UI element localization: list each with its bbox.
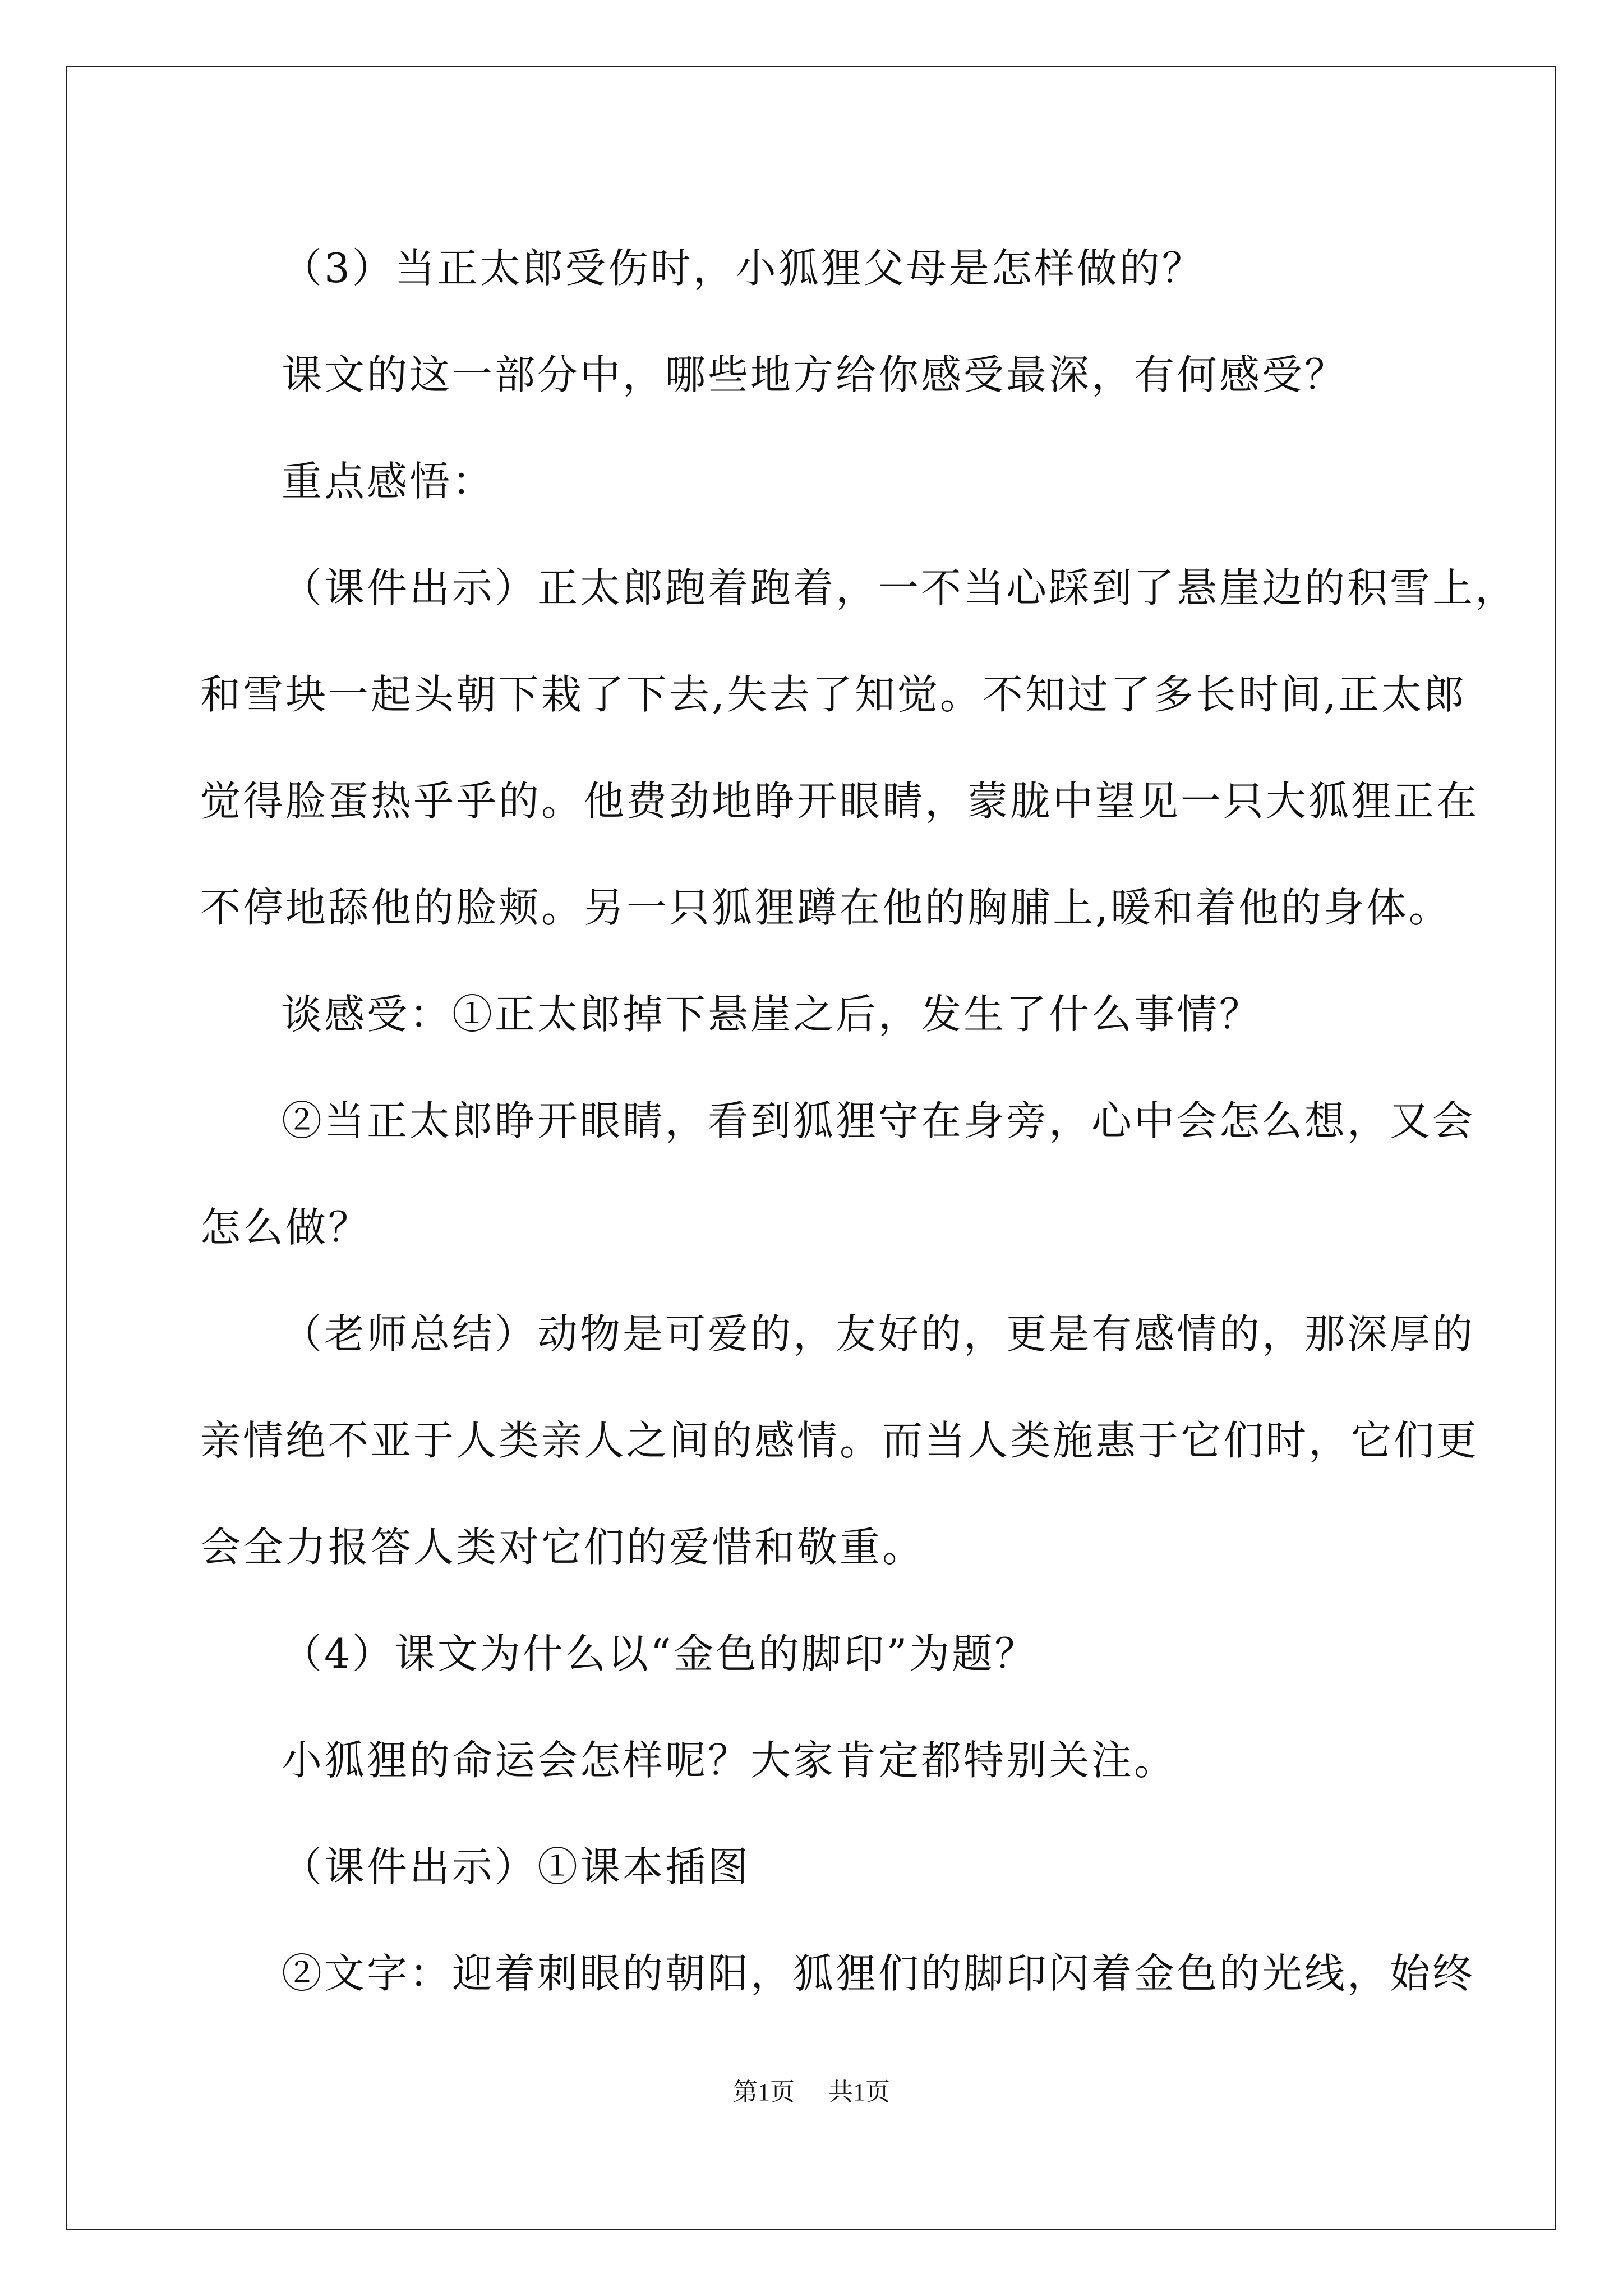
- paragraph: [200, 1707, 1462, 1814]
- paragraph: [200, 535, 1518, 961]
- paragraph: [200, 321, 1462, 428]
- text-line: （课件出示）①课本插图: [282, 1843, 751, 1890]
- page-total: 共1页: [828, 2078, 890, 2106]
- text-line: 重点感悟：: [282, 458, 495, 505]
- text-line: （课件出示）正太郎跑着跑着，一不当心踩到了悬崖边的积雪上，: [282, 564, 1518, 611]
- text-line: ②文字：迎着刺眼的朝阳，狐狸们的脚印闪着金色的光线，始终: [282, 1950, 1476, 1997]
- text-line: 和雪块一起头朝下栽了下去,失去了知觉。不知过了多长时间,正太郎: [200, 671, 1467, 718]
- paragraph: [200, 428, 1462, 535]
- document-body: [200, 215, 1518, 2027]
- text-line: 怎么做？: [200, 1204, 371, 1251]
- text-line: 课文的这一部分中，哪些地方给你感受最深，有何感受？: [282, 351, 1348, 398]
- paragraph: [200, 215, 1462, 321]
- text-line: 谈感受：①正太郎掉下悬崖之后，发生了什么事情？: [282, 991, 1262, 1038]
- text-line: （4）课文为什么以“金色的脚印”为题？: [282, 1630, 1038, 1677]
- paragraph: [200, 1920, 1476, 2027]
- page-footer: [0, 2076, 1623, 2109]
- page-number: 第1页: [733, 2078, 795, 2106]
- text-line: 觉得脸蛋热乎乎的。他费劲地睁开眼睛，蒙胧中望见一只大狐狸正在: [200, 777, 1479, 825]
- text-line: （3）当正太郎受伤时，小狐狸父母是怎样做的？: [282, 245, 1205, 292]
- paragraph: [200, 961, 1462, 1068]
- paragraph: [200, 1281, 1479, 1600]
- text-line: 不停地舔他的脸颊。另一只狐狸蹲在他的胸脯上,暖和着他的身体。: [200, 884, 1451, 931]
- text-line: 会全力报答人类对它们的爱惜和敬重。: [200, 1524, 925, 1571]
- text-line: 亲情绝不亚于人类亲人之间的感情。而当人类施惠于它们时，它们更: [200, 1417, 1479, 1464]
- paragraph: [200, 1068, 1476, 1281]
- paragraph: [200, 1600, 1462, 1707]
- text-line: 小狐狸的命运会怎样呢？大家肯定都特别关注。: [282, 1737, 1177, 1784]
- text-line: （老师总结）动物是可爱的，友好的，更是有感情的，那深厚的: [282, 1310, 1476, 1358]
- text-line: ②当正太郎睁开眼睛，看到狐狸守在身旁，心中会怎么想，又会: [282, 1097, 1476, 1144]
- paragraph: [200, 1814, 1462, 1920]
